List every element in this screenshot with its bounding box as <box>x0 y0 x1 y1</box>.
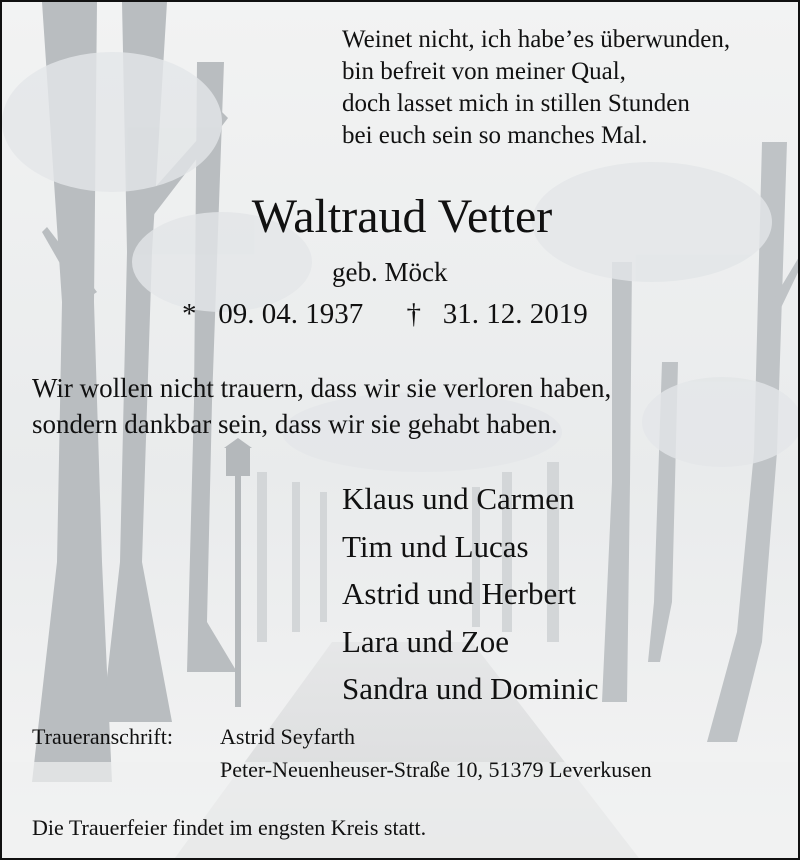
poem-line: bin befreit von meiner Qual, <box>342 58 626 85</box>
death-date: 31. 12. 2019 <box>442 298 588 330</box>
deceased-name: Waltraud Vetter <box>251 190 553 243</box>
poem-line: Weinet nicht, ich habe’es überwunden, <box>342 26 731 53</box>
poem <box>342 24 730 152</box>
birth-name: geb. Möck <box>332 257 448 287</box>
poem-line: bei euch sein so manches Mal. <box>342 122 648 149</box>
mourner-entry: Lara und Zoe <box>342 623 509 659</box>
ceremony-note: Die Trauerfeier findet im engsten Kreis statt. <box>32 815 427 840</box>
mourner-entry: Tim und Lucas <box>342 528 529 564</box>
mourner-entry: Astrid und Herbert <box>342 576 577 611</box>
address-name: Astrid Seyfarth <box>220 724 356 749</box>
saying-line: sondern dankbar sein, dass wir sie gehabt haben. <box>32 409 558 439</box>
memorial-saying <box>32 370 611 442</box>
address-street: Peter-Neuenheuser-Straße 10, 51379 Leverkusen <box>220 757 652 782</box>
mourning-address <box>32 720 652 786</box>
birth-star-icon: * <box>182 298 197 330</box>
poem-line: doch lasset mich in stillen Stunden <box>342 90 690 117</box>
mourners-list <box>342 475 599 713</box>
mourner-entry: Klaus und Carmen <box>342 481 575 516</box>
death-cross-icon: † <box>406 298 421 330</box>
saying-line: Wir wollen nicht trauern, dass wir sie verloren haben, <box>32 373 612 403</box>
life-dates <box>182 296 588 332</box>
birth-date: 09. 04. 1937 <box>218 298 364 330</box>
mourner-entry: Sandra und Dominic <box>342 671 599 706</box>
address-label: Traueranschrift: <box>32 724 173 749</box>
